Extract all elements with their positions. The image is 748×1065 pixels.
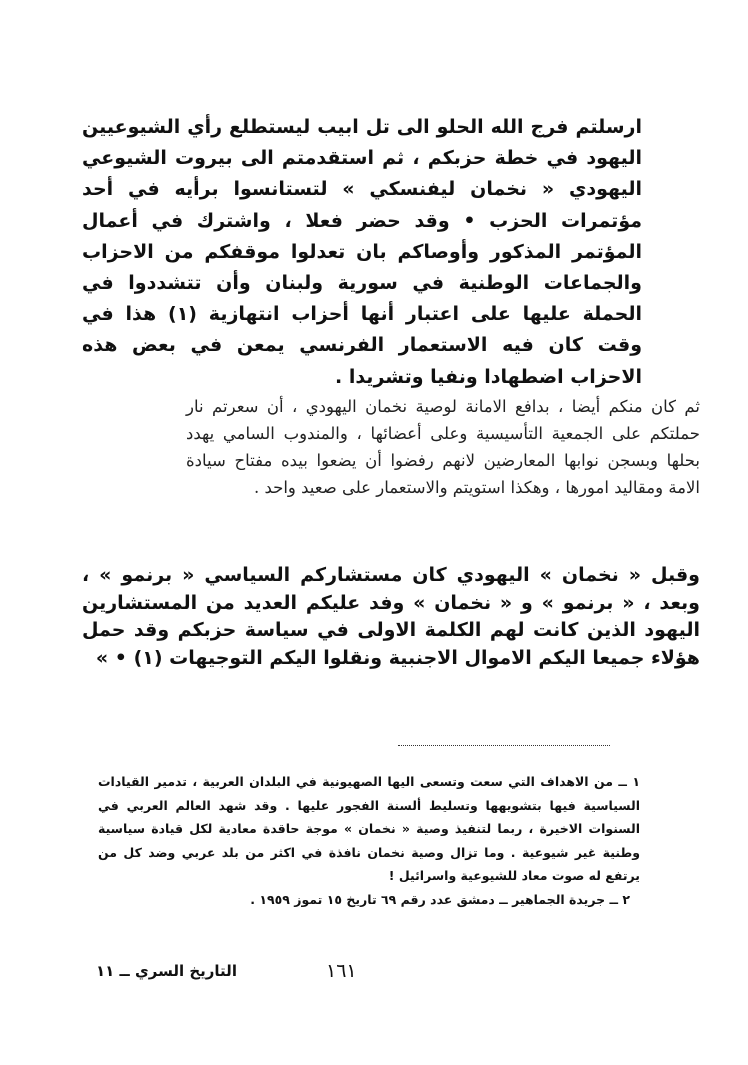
footnote-divider — [398, 745, 610, 746]
body-paragraph-2: ثم كان منكم أيضا ، بدافع الامانة لوصية نخمان اليهودي ، أن سعرتم نار حملتكم على الجمعية التأسيسية وعلى أعضائها ، والمندوب السامي يهدد بحلها وبسجن نوابها المعارضين لانهم رفضوا أن يضعوا بيده مفتاح سيادة الامة ومقاليد امورها ، وهكذا استويتم والاستعمار على صعيد واحد . — [186, 397, 700, 497]
footnotes — [98, 770, 640, 911]
page-footer — [0, 960, 748, 990]
body-paragraph-3: وقبل « نخمان » اليهودي كان مستشاركم السياسي « برنمو » ، وبعد ، « برنمو » و « نخمان » وفد عليكم العديد من المستشارين اليهود الذين كانت لهم الكلمة الاولى في سياسة حزبكم وقد حمل هؤلاء جميعا اليكم الاموال الاجنبية ونقلوا اليكم التوجيهات (١) • » — [82, 564, 700, 669]
page-number: ١٦١ — [326, 960, 357, 982]
body-paragraph-1: ارسلتم فرج الله الحلو الى تل ابيب ليستطلع رأي الشيوعيين اليهود في خطة حزبكم ، ثم استقدمتم الى بيروت الشيوعي اليهودي « نخمان ليفنسكي » لتستانسوا برأيه في أحد مؤتمرات الحزب • وقد حضر فعلا ، واشترك في أعمال المؤتمر المذكور وأوصاكم بان تعدلوا موقفكم من الاحزاب والجماعات الوطنية في سورية ولبنان وأن تتشددوا في الحملة عليها على اعتبار أنها أحزاب انتهازية (١) هذا في وقت كان فيه الاستعمار الفرنسي يمعن في بعض هذه الاحزاب اضطهادا ونفيا وتشريدا . — [82, 116, 642, 388]
running-title: التاريخ السري ــ ١١ — [96, 962, 237, 980]
footnote-1: ١ ــ من الاهداف التي سعت وتسعى اليها الصهيونية في البلدان العربية ، تدمير القيادات السياسية فيها بتشويهها وتسليط ألسنة الفجور عليها . وقد شهد العالم العربي في السنوات الاخيرة ، ربما لتنفيذ وصية « نخمان » موجة حاقدة معادية لكل قيادة سياسية وطنية غير شيوعية . وما تزال وصية نخمان نافذة في اكثر من بلد عربي وضد كل من يرتفع له صوت معاد للشيوعية واسرائيل ! — [98, 774, 640, 883]
footnote-2: ٢ ــ جريدة الجماهير ــ دمشق عدد رقم ٦٩ تاريخ ١٥ تموز ١٩٥٩ . — [250, 891, 630, 907]
